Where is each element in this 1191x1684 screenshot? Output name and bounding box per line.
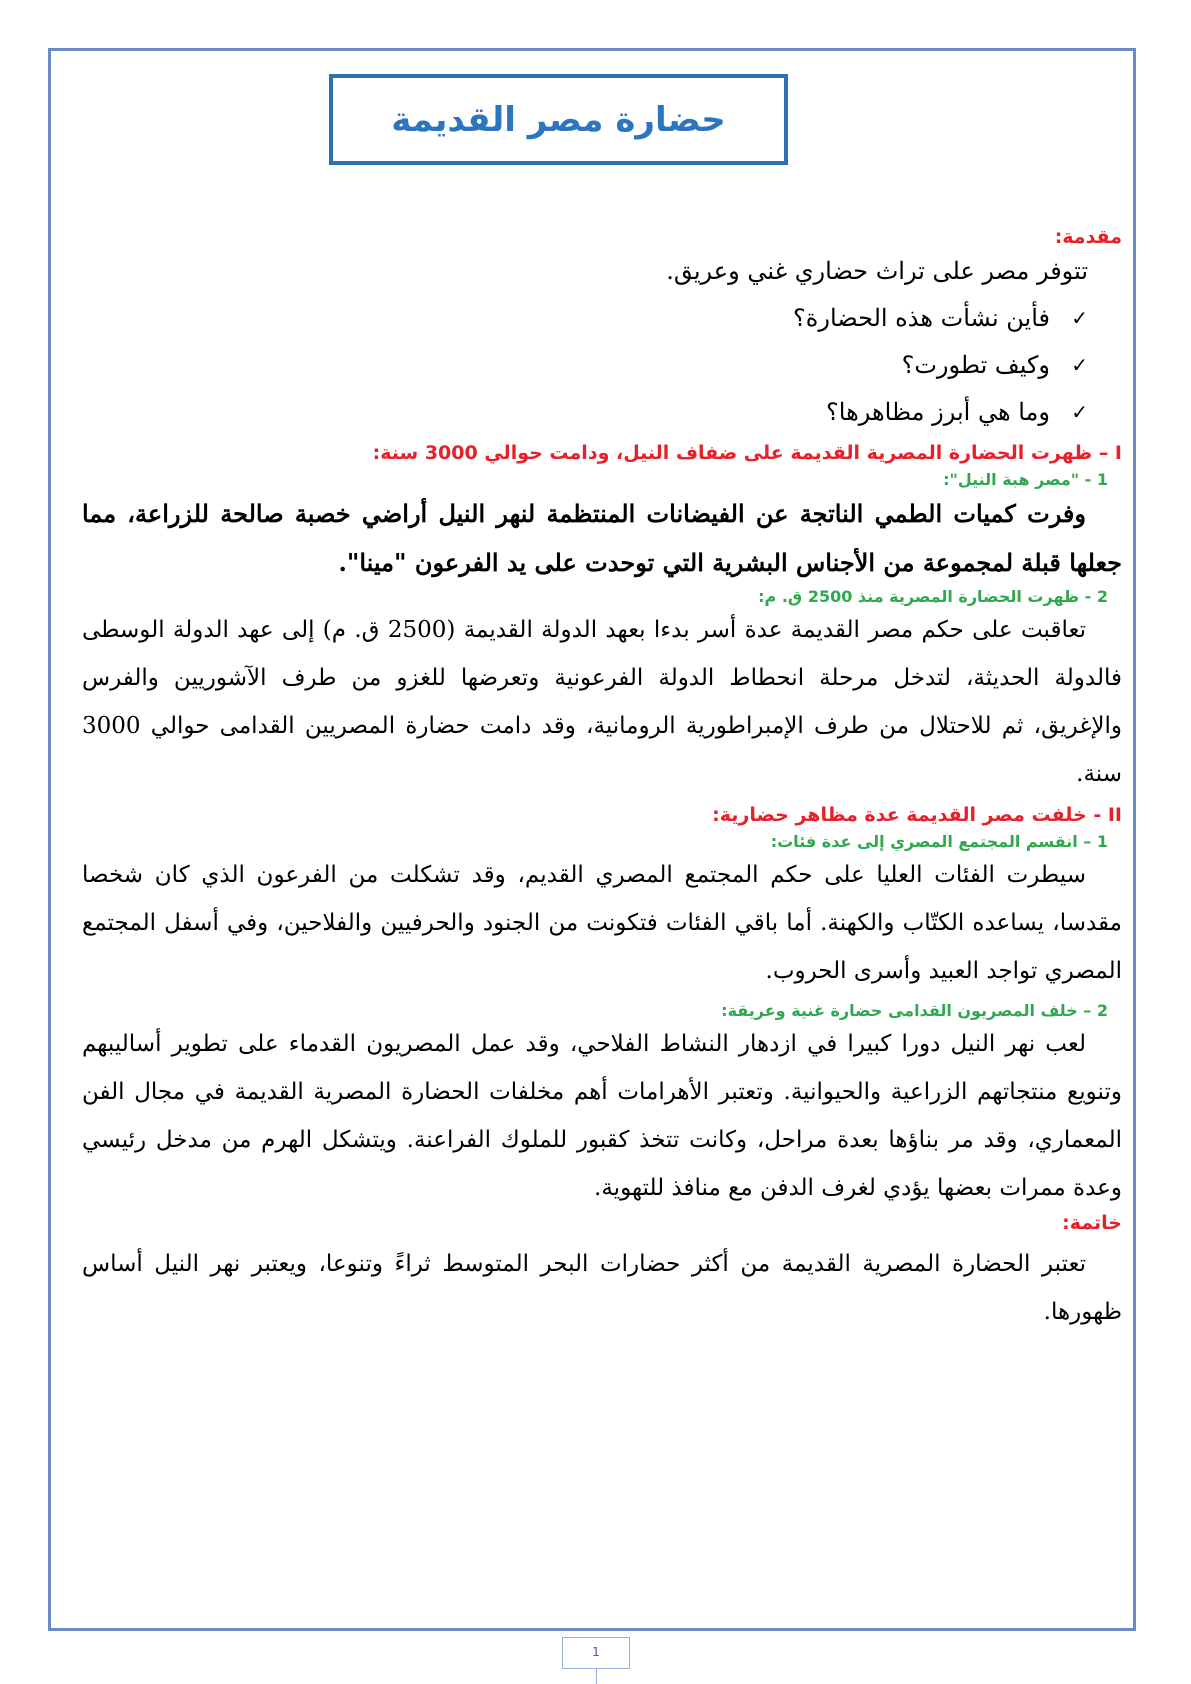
question-text: وكيف تطورت؟ [901, 351, 1050, 379]
question-text: فأين نشأت هذه الحضارة؟ [793, 304, 1050, 332]
list-item [82, 342, 1088, 389]
section1-sub2-heading: 2 - ظهرت الحضارة المصرية منذ 2500 ق. م: [758, 587, 1108, 606]
section2-sub2-heading: 2 – خلف المصريون القدامى حضارة غنية وعريقة: [721, 1001, 1108, 1020]
section2-sub1-heading: 1 – انقسم المجتمع المصري إلى عدة فئات: [770, 832, 1108, 851]
list-item [82, 389, 1088, 436]
check-mark-icon: ✓ [1071, 400, 1088, 424]
conclusion-text: تعتبر الحضارة المصرية القديمة من أكثر حضارات البحر المتوسط ثراءً وتنوعا، ويعتبر نهر النيل أساس ظهورها. [82, 1251, 1122, 1325]
intro-line: تتوفر مصر على تراث حضاري غني وعريق. [666, 257, 1088, 285]
list-item [82, 295, 1088, 342]
document-body [82, 226, 1122, 1336]
page-title: حضارة مصر القديمة [391, 99, 726, 140]
intro-questions [82, 295, 1122, 436]
conclusion-heading: خاتمة: [1062, 1212, 1122, 1234]
page-number-stem [596, 1669, 597, 1684]
section2-sub2-text: لعب نهر النيل دورا كبيرا في ازدهار النشاط الفلاحي، وقد عمل المصريون القدماء على تطوير أساليبهم وتنويع منتجاتهم الزراعية والحيوانية. وتعتبر الأهرامات أهم مخلفات الحضارة المصرية القديمة في مجال الفن المعماري، وقد مر بناؤها بعدة مراحل، وكانت تتخذ كقبور للملوك الفراعنة. ويتشكل الهرم من مدخل رئيسي وعدة ممرات بعضها يؤدي لغرف الدفن مع منافذ للتهوية. [82, 1031, 1122, 1201]
check-mark-icon: ✓ [1071, 353, 1088, 377]
intro-heading: مقدمة: [1054, 226, 1122, 248]
section1-sub1-heading: 1 - "مصر هبة النيل": [943, 470, 1108, 489]
check-mark-icon: ✓ [1071, 306, 1088, 330]
question-text: وما هي أبرز مظاهرها؟ [826, 398, 1050, 426]
section2-sub1-text: سيطرت الفئات العليا على حكم المجتمع المصري القديم، وقد تشكلت من الفرعون الذي كان شخصا مقدسا، يساعده الكتّاب والكهنة. أما باقي الفئات فتكونت من الجنود والحرفيين والفلاحين، وفي أسفل المجتمع المصري تواجد العبيد وأسرى الحروب. [82, 862, 1122, 984]
section2-heading: II - خلفت مصر القديمة عدة مظاهر حضارية: [712, 804, 1122, 826]
section1-heading: I – ظهرت الحضارة المصرية القديمة على ضفاف النيل، ودامت حوالي 3000 سنة: [372, 442, 1122, 464]
section1-sub2-text: تعاقبت على حكم مصر القديمة عدة أسر بدءا بعهد الدولة القديمة (2500 ق. م) إلى عهد الدولة الوسطى فالدولة الحديثة، لتدخل مرحلة انحطاط الدولة الفرعونية وتعرضها للغزو من طرف الآشوريين والفرس والإغريق، ثم للاحتلال من طرف الإمبراطورية الرومانية، وقد دامت حضارة المصريين القدامى حوالي 3000 سنة. [82, 617, 1122, 787]
page-number: 1 [562, 1637, 630, 1669]
section1-sub1-text: وفرت كميات الطمي الناتجة عن الفيضانات المنتظمة لنهر النيل أراضي خصبة صالحة للزراعة، مما جعلها قبلة لمجموعة من الأجناس البشرية التي توحدت على يد الفرعون "مينا". [82, 499, 1122, 577]
title-box [329, 74, 788, 165]
